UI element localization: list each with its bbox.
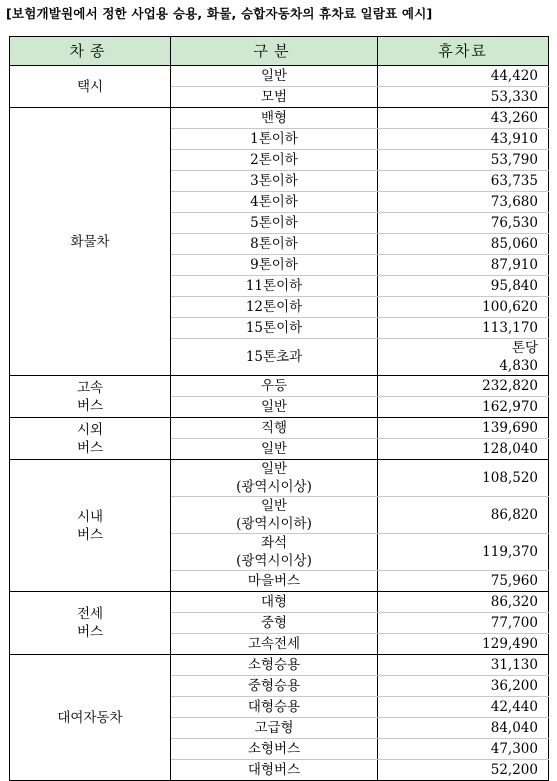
fee-cell: 43,260 xyxy=(378,108,549,129)
category-cell: 15톤이하 xyxy=(171,318,378,339)
fee-cell: 44,420 xyxy=(378,66,549,87)
fee-cell: 47,300 xyxy=(378,739,549,760)
category-cell: 일반 xyxy=(171,397,378,418)
table-caption: [보험개발원에서 정한 사업용 승용, 화물, 승합자동차의 휴차료 일람표 예시] xyxy=(6,6,433,21)
fee-cell: 108,520 xyxy=(378,460,549,497)
category-cell: 소형버스 xyxy=(171,739,378,760)
fee-cell: 85,060 xyxy=(378,234,549,255)
category-cell: 8톤이하 xyxy=(171,234,378,255)
fee-cell: 톤당 4,830 xyxy=(378,339,549,376)
header-fee: 휴차료 xyxy=(378,37,549,66)
fee-cell: 139,690 xyxy=(378,418,549,439)
category-cell: 소형승용 xyxy=(171,655,378,676)
category-cell: 대형버스 xyxy=(171,760,378,781)
vehicle-type-cell: 시외 버스 xyxy=(10,418,171,460)
fee-cell: 162,970 xyxy=(378,397,549,418)
category-cell: 고속전세 xyxy=(171,634,378,655)
fee-cell: 86,820 xyxy=(378,497,549,534)
category-cell: 모범 xyxy=(171,87,378,108)
category-cell: 일반 xyxy=(171,66,378,87)
category-cell: 5톤이하 xyxy=(171,213,378,234)
table-row xyxy=(10,592,549,613)
fee-cell: 53,790 xyxy=(378,150,549,171)
table-row xyxy=(10,460,549,497)
category-cell: 4톤이하 xyxy=(171,192,378,213)
fee-cell: 76,530 xyxy=(378,213,549,234)
fee-cell: 87,910 xyxy=(378,255,549,276)
fee-cell: 128,040 xyxy=(378,439,549,460)
table-row xyxy=(10,66,549,87)
table-row xyxy=(10,376,549,397)
fee-cell: 75,960 xyxy=(378,571,549,592)
category-cell: 3톤이하 xyxy=(171,171,378,192)
fee-cell: 95,840 xyxy=(378,276,549,297)
category-cell: 2톤이하 xyxy=(171,150,378,171)
fee-cell: 43,910 xyxy=(378,129,549,150)
fee-cell: 53,330 xyxy=(378,87,549,108)
category-cell: 11톤이하 xyxy=(171,276,378,297)
fee-cell: 42,440 xyxy=(378,697,549,718)
category-cell: 1톤이하 xyxy=(171,129,378,150)
table-row xyxy=(10,418,549,439)
category-cell: 일반 (광역시이상) xyxy=(171,460,378,497)
fee-cell: 119,370 xyxy=(378,534,549,571)
category-cell: 대형 xyxy=(171,592,378,613)
category-cell: 마을버스 xyxy=(171,571,378,592)
category-cell: 우등 xyxy=(171,376,378,397)
fee-cell: 86,320 xyxy=(378,592,549,613)
fee-cell: 36,200 xyxy=(378,676,549,697)
category-cell: 12톤이하 xyxy=(171,297,378,318)
category-cell: 일반 (광역시이하) xyxy=(171,497,378,534)
fee-cell: 232,820 xyxy=(378,376,549,397)
fee-cell: 84,040 xyxy=(378,718,549,739)
category-cell: 밴형 xyxy=(171,108,378,129)
vehicle-type-cell: 전세 버스 xyxy=(10,592,171,655)
category-cell: 좌석 (광역시이상) xyxy=(171,534,378,571)
category-cell: 중형 xyxy=(171,613,378,634)
table-body xyxy=(10,66,549,781)
category-cell: 일반 xyxy=(171,439,378,460)
vehicle-type-cell: 대여자동차 xyxy=(10,655,171,781)
category-cell: 직행 xyxy=(171,418,378,439)
vehicle-type-cell: 택시 xyxy=(10,66,171,108)
table-row xyxy=(10,108,549,129)
category-cell: 15톤초과 xyxy=(171,339,378,376)
fee-cell: 113,170 xyxy=(378,318,549,339)
category-cell: 중형승용 xyxy=(171,676,378,697)
category-cell: 9톤이하 xyxy=(171,255,378,276)
fee-cell: 52,200 xyxy=(378,760,549,781)
category-cell: 고급형 xyxy=(171,718,378,739)
fee-cell: 73,680 xyxy=(378,192,549,213)
fee-cell: 63,735 xyxy=(378,171,549,192)
header-vehicle-type: 차종 xyxy=(10,37,171,66)
fee-cell: 100,620 xyxy=(378,297,549,318)
table-row xyxy=(10,655,549,676)
fee-cell: 31,130 xyxy=(378,655,549,676)
category-cell: 대형승용 xyxy=(171,697,378,718)
fee-cell: 129,490 xyxy=(378,634,549,655)
vehicle-type-cell: 고속 버스 xyxy=(10,376,171,418)
vehicle-type-cell: 시내 버스 xyxy=(10,460,171,592)
rental-fee-table xyxy=(9,36,549,781)
header-row xyxy=(10,37,549,66)
vehicle-type-cell: 화물차 xyxy=(10,108,171,376)
header-category: 구분 xyxy=(171,37,378,66)
fee-cell: 77,700 xyxy=(378,613,549,634)
